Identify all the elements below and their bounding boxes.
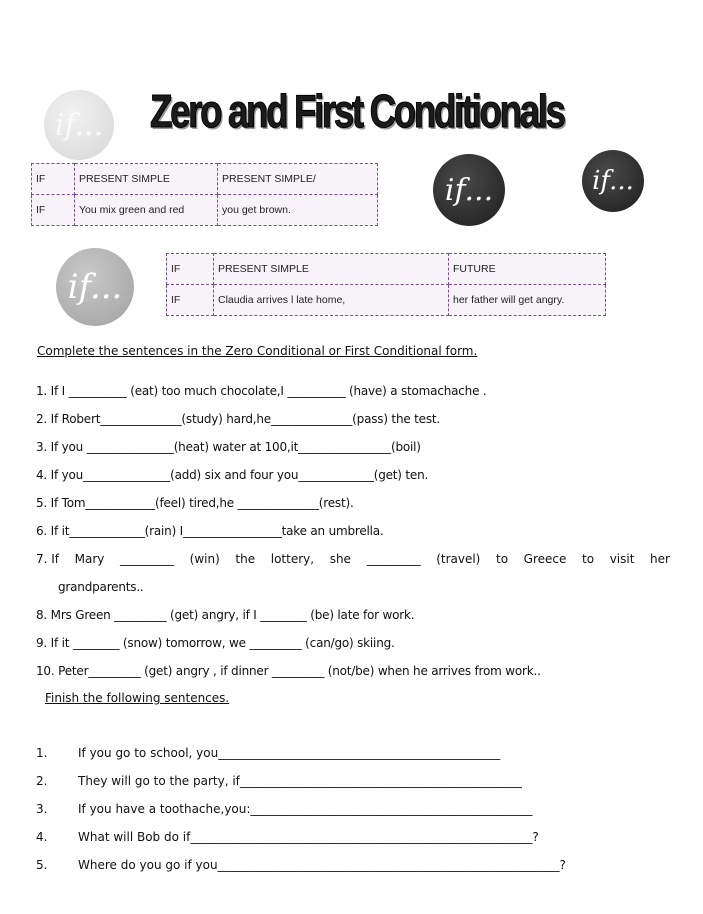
item-number: 4. <box>36 830 48 844</box>
table-cell: Claudia arrives l late home, <box>214 285 449 316</box>
finish-item <box>36 774 522 788</box>
table-cell: PRESENT SIMPLE <box>75 164 218 195</box>
finish-item <box>36 830 539 844</box>
blank: _________ <box>120 552 175 566</box>
word: the <box>235 552 256 566</box>
word: Mary <box>74 552 105 566</box>
exercise-item: 1. If I __________ (eat) too much chocolate,I __________ (have) a stomachache . <box>36 384 487 398</box>
if-logo-icon: if... <box>44 90 114 160</box>
word: (win) <box>189 552 220 566</box>
item-text: If you go to school, you_______________________________________________ <box>78 746 501 760</box>
table-cell: her father will get angry. <box>449 285 606 316</box>
exercise-item: 6. If it_____________(rain) I_________________take an umbrella. <box>36 524 384 538</box>
table-row <box>32 195 378 226</box>
exercise-item-7 <box>36 552 670 566</box>
item-number: 3. <box>36 802 48 816</box>
exercise-item: 3. If you _______________(heat) water at 100,it________________(boil) <box>36 440 421 454</box>
exercise-item: 4. If you_______________(add) six and four you_____________(get) ten. <box>36 468 429 482</box>
exercise-item: 8. Mrs Green _________ (get) angry, if I ________ (be) late for work. <box>36 608 415 622</box>
word: Greece <box>523 552 567 566</box>
word: (travel) <box>436 552 481 566</box>
word: visit <box>609 552 635 566</box>
blank: _________ <box>366 552 421 566</box>
zero-conditional-table <box>31 163 378 226</box>
exercise1-heading: Complete the sentences in the Zero Conditional or First Conditional form. <box>37 344 478 358</box>
item-text: Where do you go if you_________________________________________________________? <box>78 858 566 872</box>
word: she <box>329 552 351 566</box>
item-number: 2. <box>36 774 48 788</box>
table-cell: PRESENT SIMPLE/ <box>218 164 378 195</box>
page-title: Zero and First Conditionals <box>150 85 564 137</box>
item-number: 5. <box>36 858 48 872</box>
table-cell: FUTURE <box>449 254 606 285</box>
finish-item <box>36 746 500 760</box>
exercise-item-continuation: grandparents.. <box>58 580 144 594</box>
table-cell: You mix green and red <box>75 195 218 226</box>
word: to <box>582 552 595 566</box>
item-text: What will Bob do if_________________________________________________________? <box>78 830 539 844</box>
table-cell: IF <box>167 254 214 285</box>
finish-item <box>36 858 566 872</box>
first-conditional-table <box>166 253 606 316</box>
table-cell: IF <box>32 164 75 195</box>
word: her <box>650 552 670 566</box>
word: to <box>496 552 509 566</box>
table-cell: IF <box>167 285 214 316</box>
item-text: If you have a toothache,you:_______________________________________________ <box>78 802 533 816</box>
if-logo-icon: if... <box>56 248 134 326</box>
exercise-item: 10. Peter_________ (get) angry , if dinner _________ (not/be) when he arrives from work.. <box>36 664 541 678</box>
item-number: 1. <box>36 746 48 760</box>
if-logo-icon: if... <box>582 150 644 212</box>
exercise2-heading: Finish the following sentences. <box>45 691 230 705</box>
finish-item <box>36 802 532 816</box>
table-cell: PRESENT SIMPLE <box>214 254 449 285</box>
table-row <box>167 285 606 316</box>
word: lottery, <box>270 552 315 566</box>
exercise-item: 2. If Robert______________(study) hard,he______________(pass) the test. <box>36 412 441 426</box>
table-cell: you get brown. <box>218 195 378 226</box>
exercise-item: 5. If Tom____________(feel) tired,he ______________(rest). <box>36 496 354 510</box>
table-row <box>167 254 606 285</box>
exercise-item: 9. If it ________ (snow) tomorrow, we _________ (can/go) skiing. <box>36 636 395 650</box>
table-row <box>32 164 378 195</box>
item-text: They will go to the party, if_______________________________________________ <box>78 774 522 788</box>
table-cell: IF <box>32 195 75 226</box>
if-logo-icon: if... <box>433 154 505 226</box>
word: 7. If <box>36 552 60 566</box>
